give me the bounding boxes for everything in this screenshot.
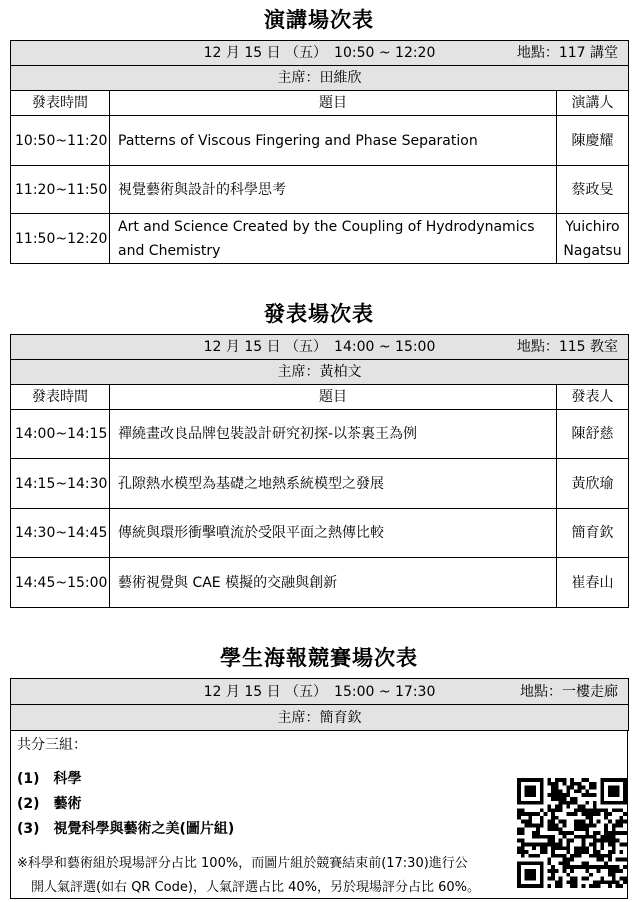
row-speaker: 崔春山 [557,558,629,608]
lecture-date-time: 12 月 15 日 （五） 10:50 ~ 12:20 [203,45,436,61]
table-row [11,166,629,214]
lecture-chair: 主席：田維欣 [11,66,629,91]
row-title: Art and Science Created by the Coupling of Hydrodynamics and Chemistry [110,214,557,264]
row-title: 視覺藝術與設計的科學思考 [110,166,557,214]
poster-group-3: (3) 視覺科學與藝術之美(圖片組) [17,821,235,837]
header-presenter: 發表人 [557,385,629,410]
row-speaker: 陳舒慈 [557,410,629,459]
row-time: 10:50~11:20 [11,116,110,166]
poster-location: 地點：一樓走廊 [520,683,618,700]
lecture-location: 地點：117 講堂 [516,45,619,61]
row-speaker: 黃欣瑜 [557,459,629,509]
row-time: 11:20~11:50 [11,166,110,214]
presentation-location: 地點：115 教室 [516,339,619,355]
qr-code-icon[interactable] [517,778,627,888]
presentation-chair: 主席：黃柏文 [11,360,629,385]
poster-chair: 主席：簡育欽 [11,705,629,731]
row-time: 14:30~14:45 [11,509,110,558]
poster-section-title: 學生海報競賽場次表 [220,646,418,670]
row-title: 禪繞畫改良品牌包裝設計研究初探-以茶裏王為例 [110,410,557,459]
table-row [11,459,629,509]
row-time: 11:50~12:20 [11,214,110,264]
poster-group-2: (2) 藝術 [17,796,82,812]
row-title: Patterns of Viscous Fingering and Phase Separation [110,116,557,166]
row-time: 14:45~15:00 [11,558,110,608]
row-title: 傳統與環形衝擊噴流於受限平面之熱傳比較 [110,509,557,558]
table-row [11,558,629,608]
poster-note-line2: 開人氣評選(如右 QR Code)，人氣評選占比 40%，另於現場評分占比 60%。 [31,880,481,895]
poster-intro: 共分三組： [17,737,87,753]
table-row [11,116,629,166]
poster-date-row [11,679,629,705]
poster-schedule-table [10,678,629,731]
row-speaker: 陳慶耀 [557,116,629,166]
poster-note-line1: ※科學和藝術組於現場評分占比 100%，而圖片組於競賽結束前(17:30)進行公 [17,856,468,871]
table-row [11,410,629,459]
table-row [11,509,629,558]
row-speaker: 簡育欽 [557,509,629,558]
poster-group-1: (1) 科學 [17,771,82,787]
lecture-date-row [11,41,629,66]
row-title: 藝術視覺與 CAE 模擬的交融與創新 [110,558,557,608]
presentation-date-row [11,335,629,360]
header-topic: 題目 [110,91,557,116]
header-time: 發表時間 [11,91,110,116]
header-time: 發表時間 [11,385,110,410]
lecture-schedule-table [10,40,629,264]
row-speaker: Yuichiro Nagatsu [557,214,629,264]
poster-date-time: 12 月 15 日 （五） 15:00 ~ 17:30 [203,683,436,700]
row-time: 14:00~14:15 [11,410,110,459]
row-title: 孔隙熱水模型為基礎之地熱系統模型之發展 [110,459,557,509]
presentation-date-time: 12 月 15 日 （五） 14:00 ~ 15:00 [203,339,436,355]
poster-details [10,730,628,899]
presentation-section-title: 發表場次表 [264,302,374,326]
row-time: 14:15~14:30 [11,459,110,509]
table-row [11,214,629,264]
lecture-section-title: 演講場次表 [264,8,374,32]
header-speaker: 演講人 [557,91,629,116]
header-topic: 題目 [110,385,557,410]
presentation-schedule-table [10,334,629,608]
row-speaker: 蔡政旻 [557,166,629,214]
